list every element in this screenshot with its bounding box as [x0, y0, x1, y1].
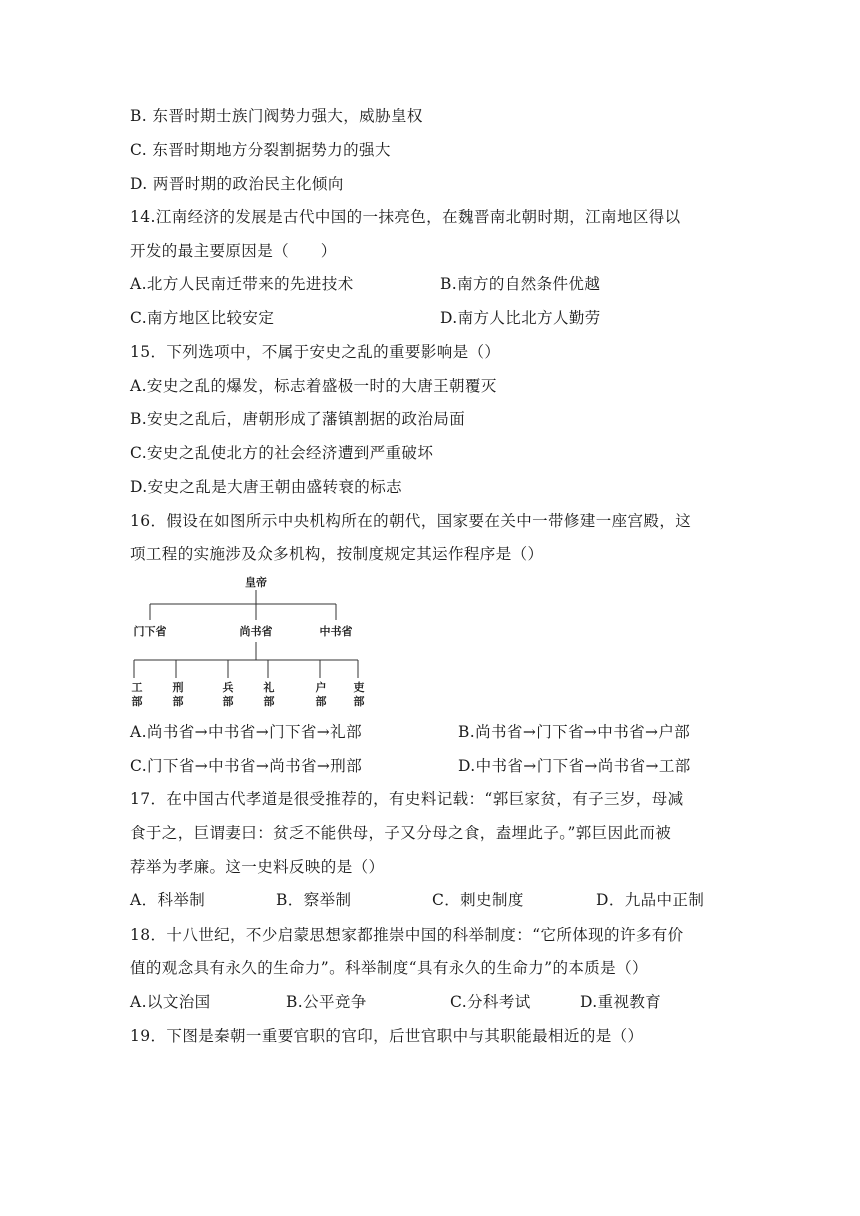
q17-option-a: A．科举制 — [130, 891, 206, 909]
org-node-shangshu: 尚书省 — [239, 625, 273, 638]
q14-option-b: B.南方的自然条件优越 — [440, 275, 601, 293]
q15-option-d: D.安史之乱是大唐王朝由盛转衰的标志 — [130, 478, 403, 496]
org-node-menxia: 门下省 — [133, 625, 167, 638]
central-government-org-chart — [128, 572, 368, 712]
q14-stem-line-2: 开发的最主要原因是（ ） — [130, 242, 337, 260]
q18-stem-line-2: 值的观念具有永久的生命力”。科举制度“具有永久的生命力”的本质是（） — [130, 959, 648, 977]
q14-option-c: C.南方地区比较安定 — [130, 309, 275, 327]
q16-option-c: C.门下省→中书省→尚书省→刑部 — [130, 757, 363, 775]
org-node-emperor: 皇帝 — [245, 576, 267, 589]
q13-option-b: B. 东晋时期士族门阀势力强大，威胁皇权 — [130, 107, 423, 125]
q19-stem: 19．下图是秦朝一重要官职的官印，后世官职中与其职能最相近的是（） — [130, 1027, 644, 1045]
q18-option-b: B.公平竞争 — [286, 993, 367, 1011]
org-node-libu-personnel-char-2: 部 — [353, 695, 365, 708]
q16-option-a: A.尚书省→中书省→门下省→礼部 — [130, 723, 362, 741]
q13-option-c: C. 东晋时期地方分裂割据势力的强大 — [130, 141, 391, 159]
org-node-zhongshu: 中书省 — [319, 625, 353, 638]
q18-stem-line-1: 18．十八世纪，不少启蒙思想家都推崇中国的科举制度：“它所体现的许多有价 — [130, 926, 684, 944]
org-node-libu-rites-char-1: 礼 — [263, 681, 275, 694]
q14-stem-line-1: 14.江南经济的发展是古代中国的一抹亮色，在魏晋南北朝时期，江南地区得以 — [130, 208, 681, 226]
q17-option-c: C．刺史制度 — [432, 891, 524, 909]
q15-stem: 15．下列选项中，不属于安史之乱的重要影响是（） — [130, 343, 501, 361]
q18-option-d: D.重视教育 — [580, 993, 662, 1011]
org-node-hubu-char-1: 户 — [315, 681, 327, 694]
org-node-libu-rites-char-2: 部 — [263, 695, 275, 708]
org-node-bingbu-char-2: 部 — [222, 695, 234, 708]
q16-stem-line-1: 16．假设在如图所示中央机构所在的朝代，国家要在关中一带修建一座宫殿，这 — [130, 512, 692, 530]
q17-stem-line-2: 食于之，巨谓妻曰：贫乏不能供母，子又分母之食，盍埋此子。”郭巨因此而被 — [130, 824, 672, 842]
org-node-xingbu-char-1: 刑 — [172, 681, 184, 694]
org-node-libu-personnel-char-1: 吏 — [353, 681, 365, 694]
q15-option-a: A.安史之乱的爆发，标志着盛极一时的大唐王朝覆灭 — [130, 377, 497, 395]
q16-option-d: D.中书省→门下省→尚书省→工部 — [458, 757, 691, 775]
q14-option-a: A.北方人民南迁带来的先进技术 — [130, 275, 354, 293]
q16-stem-line-2: 项工程的实施涉及众多机构，按制度规定其运作程序是（） — [130, 545, 544, 563]
q16-option-b: B.尚书省→门下省→中书省→户部 — [458, 723, 691, 741]
q17-stem-line-1: 17．在中国古代孝道是很受推荐的，有史料记载：“郭巨家贫，有子三岁，母减 — [130, 790, 684, 808]
q18-option-a: A.以文治国 — [130, 993, 211, 1011]
q14-option-d: D.南方人比北方人勤劳 — [440, 309, 601, 327]
org-node-hubu-char-2: 部 — [315, 695, 327, 708]
q13-option-d: D. 两晋时期的政治民主化倾向 — [130, 175, 344, 193]
org-node-xingbu-char-2: 部 — [172, 695, 184, 708]
org-node-gongbu-char-2: 部 — [131, 695, 143, 708]
q15-option-b: B.安史之乱后，唐朝形成了藩镇割据的政治局面 — [130, 410, 466, 428]
q17-stem-line-3: 荐举为孝廉。这一史料反映的是（） — [130, 858, 385, 876]
q15-option-c: C.安史之乱使北方的社会经济遭到严重破坏 — [130, 444, 434, 462]
q17-option-b: B．察举制 — [276, 891, 352, 909]
org-node-bingbu-char-1: 兵 — [222, 681, 234, 694]
q17-option-d: D．九品中正制 — [596, 891, 705, 909]
q18-option-c: C.分科考试 — [450, 993, 531, 1011]
org-node-gongbu-char-1: 工 — [131, 681, 143, 694]
